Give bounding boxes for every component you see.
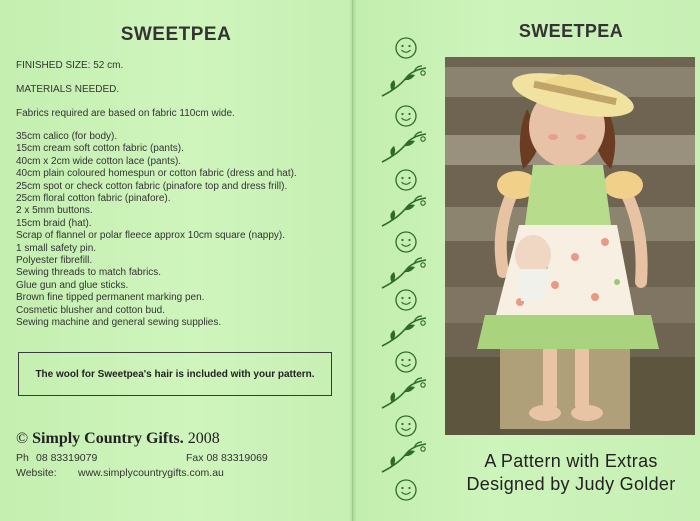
vine-icon	[378, 314, 430, 350]
fax-number: 08 83319069	[206, 452, 268, 464]
list-item: 25cm spot or check cotton fabric (pinafore top and dress frill).	[16, 180, 288, 192]
list-item: Sewing machine and general sewing supplies.	[16, 317, 222, 329]
wool-note: The wool for Sweetpea's hair is included with your pattern.	[35, 368, 315, 380]
page-fold	[349, 0, 357, 521]
list-item: 15cm cream soft cotton fabric (pants).	[16, 143, 184, 155]
vine-icon	[378, 194, 430, 230]
smiley-face-icon	[394, 104, 418, 128]
fabric-note: Fabrics required are based on fabric 110cm wide.	[16, 108, 235, 119]
smiley-face-icon	[394, 288, 418, 312]
smiley-face-icon	[394, 36, 418, 60]
left-page-title: SWEETPEA	[120, 24, 232, 45]
materials-list	[16, 131, 346, 330]
phone-line	[16, 452, 97, 464]
website-line	[16, 467, 224, 479]
right-page-title: SWEETPEA	[518, 21, 624, 41]
website-label: Website:	[16, 467, 57, 479]
list-item: Scrap of flannel or polar fleece approx 10cm square (nappy).	[16, 230, 286, 242]
smiley-face-icon	[394, 414, 418, 438]
tagline-line-2: Designed by Judy Golder	[466, 474, 676, 494]
smiley-face-icon	[394, 478, 418, 502]
fax-label: Fax	[186, 452, 204, 464]
vine-icon	[378, 256, 430, 292]
doll-photo	[445, 57, 695, 435]
vine-icon	[378, 440, 430, 476]
website-url[interactable]: www.simplycountrygifts.com.au	[78, 467, 224, 479]
list-item: 2 x 5mm buttons.	[16, 205, 93, 217]
copyright-line	[16, 430, 220, 448]
tagline-line-1: A Pattern with Extras	[484, 451, 658, 471]
phone-label: Ph	[16, 452, 29, 464]
vine-icon	[378, 376, 430, 412]
smiley-face-icon	[394, 230, 418, 254]
list-item: Sewing threads to match fabrics.	[16, 267, 162, 279]
smiley-face-icon	[394, 168, 418, 192]
list-item: 40cm plain coloured homespun or cotton fabric (dress and hat).	[16, 168, 297, 180]
list-item: 25cm floral cotton fabric (pinafore).	[16, 193, 171, 205]
vine-icon	[378, 130, 430, 166]
list-item: 40cm x 2cm wide cotton lace (pants).	[16, 155, 182, 167]
copyright-symbol: ©	[16, 430, 29, 447]
list-item: 15cm braid (hat).	[16, 217, 92, 229]
list-item: Cosmetic blusher and cotton bud.	[16, 304, 165, 316]
wool-note-box	[18, 352, 332, 396]
list-item: 1 small safety pin.	[16, 242, 97, 254]
copyright-year: 2008	[187, 430, 220, 447]
decorative-border	[374, 30, 434, 510]
smiley-face-icon	[394, 350, 418, 374]
list-item: Polyester fibrefill.	[16, 255, 93, 267]
vine-icon	[378, 64, 430, 100]
list-item: Glue gun and glue sticks.	[16, 279, 129, 291]
list-item: 35cm calico (for body).	[16, 131, 118, 142]
materials-heading: MATERIALS NEEDED.	[16, 84, 120, 95]
finished-size: FINISHED SIZE: 52 cm.	[16, 60, 124, 71]
phone-number: 08 83319079	[36, 452, 98, 464]
brand-name: Simply Country Gifts.	[32, 430, 184, 447]
fax-line	[186, 452, 268, 464]
list-item: Brown fine tipped permanent marking pen.	[16, 292, 205, 304]
